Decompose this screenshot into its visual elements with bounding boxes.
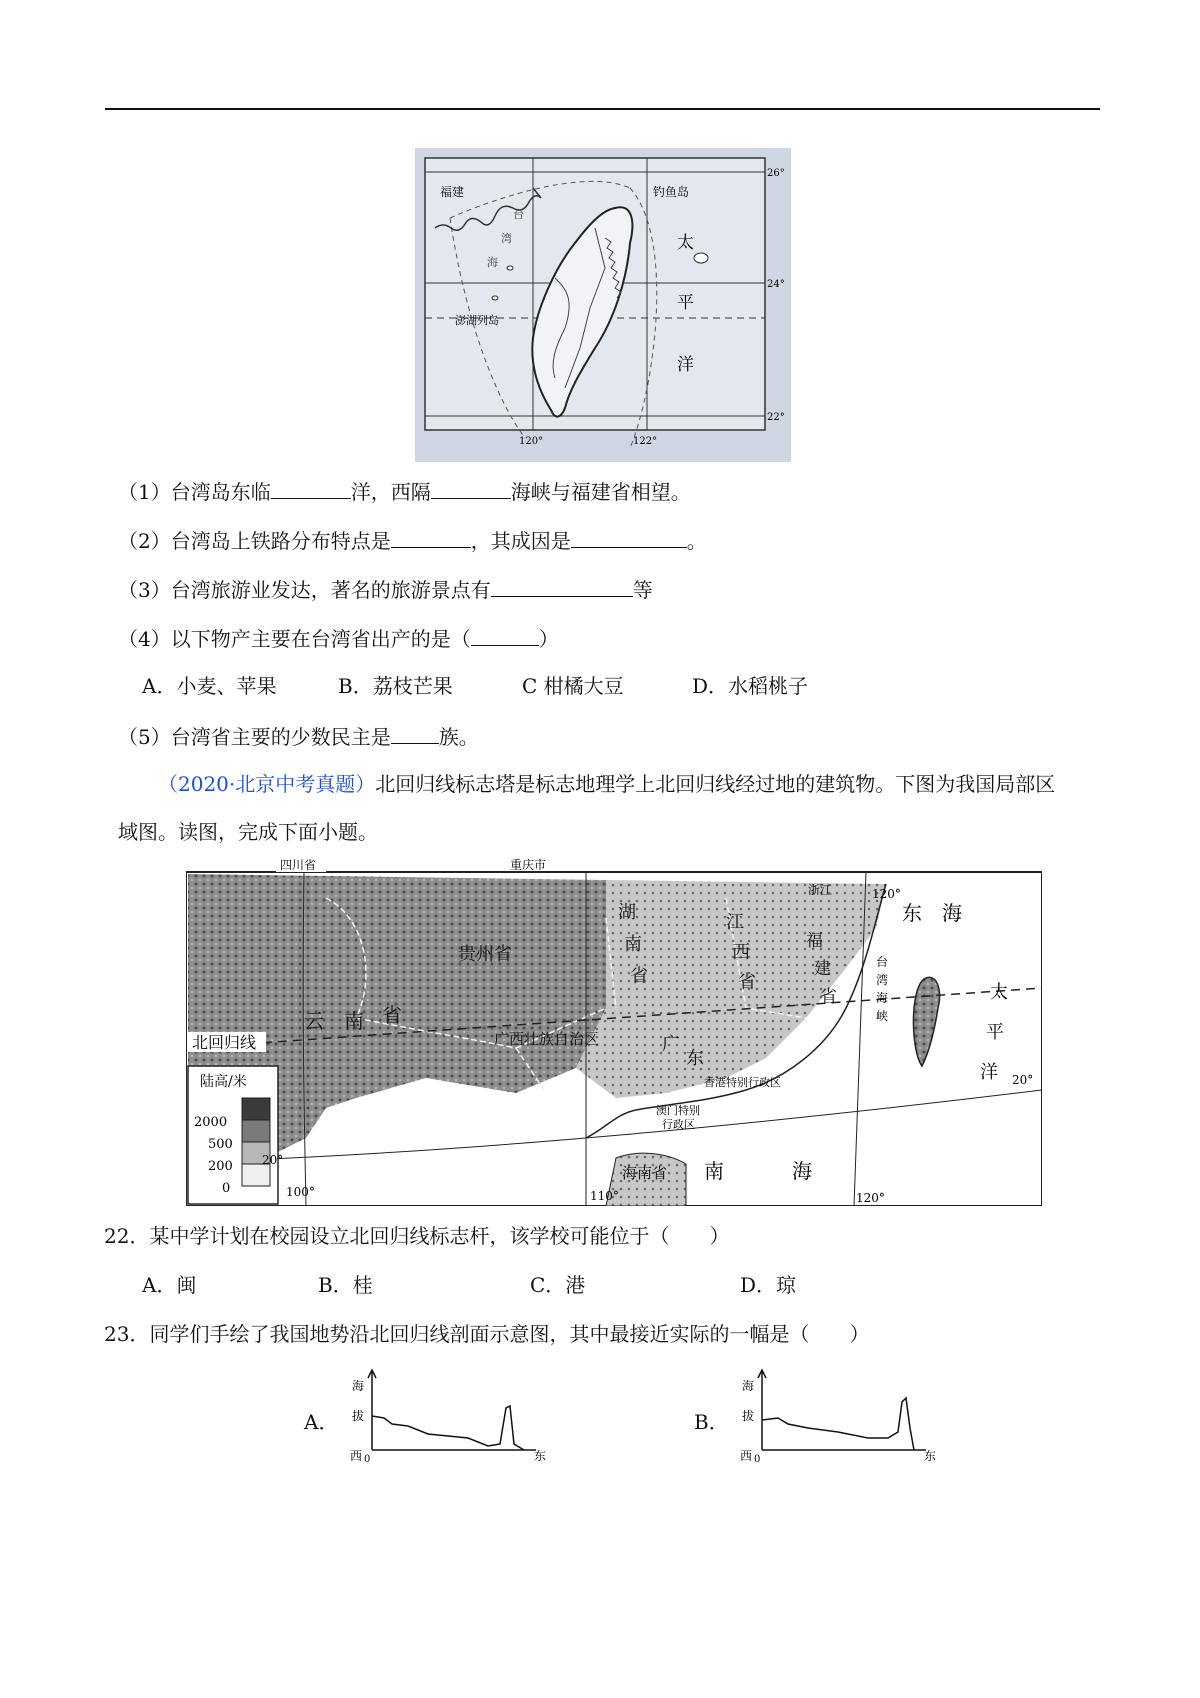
label-pacific-2: 平 [986,1022,1004,1043]
q23-option-b-label[interactable]: B． [694,1410,729,1434]
label-fujian: 福建 [440,185,465,199]
q21-part1: （1）台湾岛东临 洋，西隔 海峡与福建省相望。 [118,476,691,506]
label-strait-3: 海 [487,256,498,269]
source-tag: （2020·北京中考真题） [158,772,376,796]
intro-line-1: （2020·北京中考真题）北回归线标志塔是标志地理学上北回归线经过地的建筑物。下图为我国局部区 [158,772,1056,796]
q22-option-b[interactable]: B．桂 [318,1273,373,1297]
label-pacific-2: 平 [677,293,694,313]
label-pacific-3: 洋 [980,1062,998,1083]
q22-option-d[interactable]: D．琼 [740,1273,797,1297]
q23b-axis-y-1: 海 [742,1379,755,1393]
q23-option-a-label[interactable]: A． [304,1410,339,1434]
label-lon120-top: 120° [872,887,901,901]
label-lat20-left: 20° [262,1153,284,1167]
blank-railway[interactable] [391,525,471,548]
label-strait-3: 海 [876,991,889,1005]
q23a-axis-west: 西 [350,1449,363,1463]
legend-level-500: 500 [208,1137,233,1152]
q23a-axis-y-1: 海 [352,1379,365,1393]
q22-stem: 22．某中学计划在校园设立北回归线标志杆，该学校可能位于（ ） [104,1224,730,1248]
label-tropic: 北回归线 [192,1033,257,1052]
q23b-axis-east: 东 [924,1449,937,1463]
label-hk: 香港特别行政区 [704,1076,781,1089]
q21-part2: （2）台湾岛上铁路分布特点是 ，其成因是 。 [118,525,707,555]
label-yunnan-3: 省 [382,1003,402,1027]
legend-level-200: 200 [208,1159,233,1174]
label-lon110: 110° [590,1189,619,1203]
blank-product[interactable] [471,623,539,646]
label-macau-2: 行政区 [662,1118,695,1131]
label-penghu: 澎湖列岛 [455,314,499,327]
blank-spots[interactable] [491,574,633,597]
q21-option-c[interactable]: C 柑橘大豆 [522,674,624,698]
label-lon122: 122° [633,436,658,447]
q21-part4: （4）以下物产主要在台湾省出产的是（ ） [118,623,559,653]
label-lat26: 26° [767,168,785,179]
label-lon120: 120° [856,1191,885,1205]
south-china-map [186,858,1042,1206]
label-donghai: 东 海 [902,901,962,925]
label-zhejiang: 浙江 [808,883,833,897]
label-fujian-3: 省 [820,987,837,1007]
label-strait-2: 湾 [501,232,512,245]
taiwan-map [415,148,791,462]
legend-title: 陆高/米 [200,1074,247,1090]
label-hunan-1: 湖 [618,902,636,923]
label-lon100: 100° [286,1185,315,1199]
label-strait-1: 台 [513,208,524,221]
label-pacific-1: 太 [990,982,1008,1003]
label-strait-4: 峡 [876,1009,889,1023]
label-guangdong-2: 东 [686,1048,704,1069]
label-lon120: 120° [519,436,544,447]
label-guangdong-1: 广 [662,1034,680,1055]
blank-reason[interactable] [571,525,687,548]
label-guizhou: 贵州省 [458,944,512,965]
header-rule [105,108,1100,110]
intro-line-2: 域图。读图，完成下面小题。 [118,820,378,844]
q23a-axis-y-2: 拔 [352,1409,365,1423]
label-fujian-1: 福 [806,931,823,951]
q23b-axis-west: 西 [740,1449,753,1463]
legend-level-2000: 2000 [194,1115,228,1130]
label-jiangxi-3: 省 [738,972,756,993]
legend-level-0: 0 [222,1181,231,1196]
label-yunnan-2: 南 [344,1009,364,1033]
label-lat24: 24° [767,279,785,290]
q21-option-a[interactable]: A．小麦、苹果 [142,674,277,698]
label-jiangxi-1: 江 [726,912,744,933]
label-chongqing: 重庆市 [510,858,547,872]
label-lat22: 22° [767,412,785,423]
label-hainan: 海南省 [622,1164,668,1182]
q23b-axis-y-2: 拔 [742,1409,755,1423]
blank-strait[interactable] [431,476,511,499]
q23a-axis-zero: 0 [364,1454,371,1465]
q23b-axis-zero: 0 [754,1454,761,1465]
q21-part5: （5）台湾省主要的少数民主是 族。 [118,721,479,751]
label-jiangxi-2: 西 [732,942,750,963]
label-nanhai-1: 南 [704,1159,724,1183]
q21-part3: （3）台湾旅游业发达，著名的旅游景点有 等 [118,574,653,604]
q21-option-b[interactable]: B．荔枝芒果 [338,674,453,698]
label-diaoyu: 钓鱼岛 [653,185,690,199]
label-yunnan-1: 云 [304,1009,324,1033]
label-sichuan: 四川省 [280,858,317,872]
label-strait-2: 湾 [876,973,889,987]
label-guangxi: 广西壮族自治区 [494,1030,600,1048]
label-lat20-right: 20° [1012,1073,1034,1087]
label-hunan-2: 南 [624,934,642,955]
label-macau-1: 澳门特别 [656,1104,700,1117]
label-hunan-3: 省 [630,966,648,987]
label-pacific-3: 洋 [677,355,694,375]
q22-option-a[interactable]: A．闽 [142,1273,197,1297]
q23-option-a-profile[interactable] [348,1368,548,1468]
q22-option-c[interactable]: C．港 [530,1273,586,1297]
label-fujian-2: 建 [814,959,831,979]
label-strait-1: 台 [876,955,889,969]
blank-ocean[interactable] [271,476,351,499]
q23-option-b-profile[interactable] [738,1368,938,1468]
q23-stem: 23．同学们手绘了我国地势沿北回归线剖面示意图，其中最接近实际的一幅是（ ） [104,1322,870,1346]
label-nanhai-2: 海 [792,1159,812,1183]
label-pacific-1: 太 [677,233,694,253]
q23a-axis-east: 东 [534,1449,547,1463]
q21-option-d[interactable]: D．水稻桃子 [692,674,809,698]
blank-ethnic[interactable] [391,721,439,744]
